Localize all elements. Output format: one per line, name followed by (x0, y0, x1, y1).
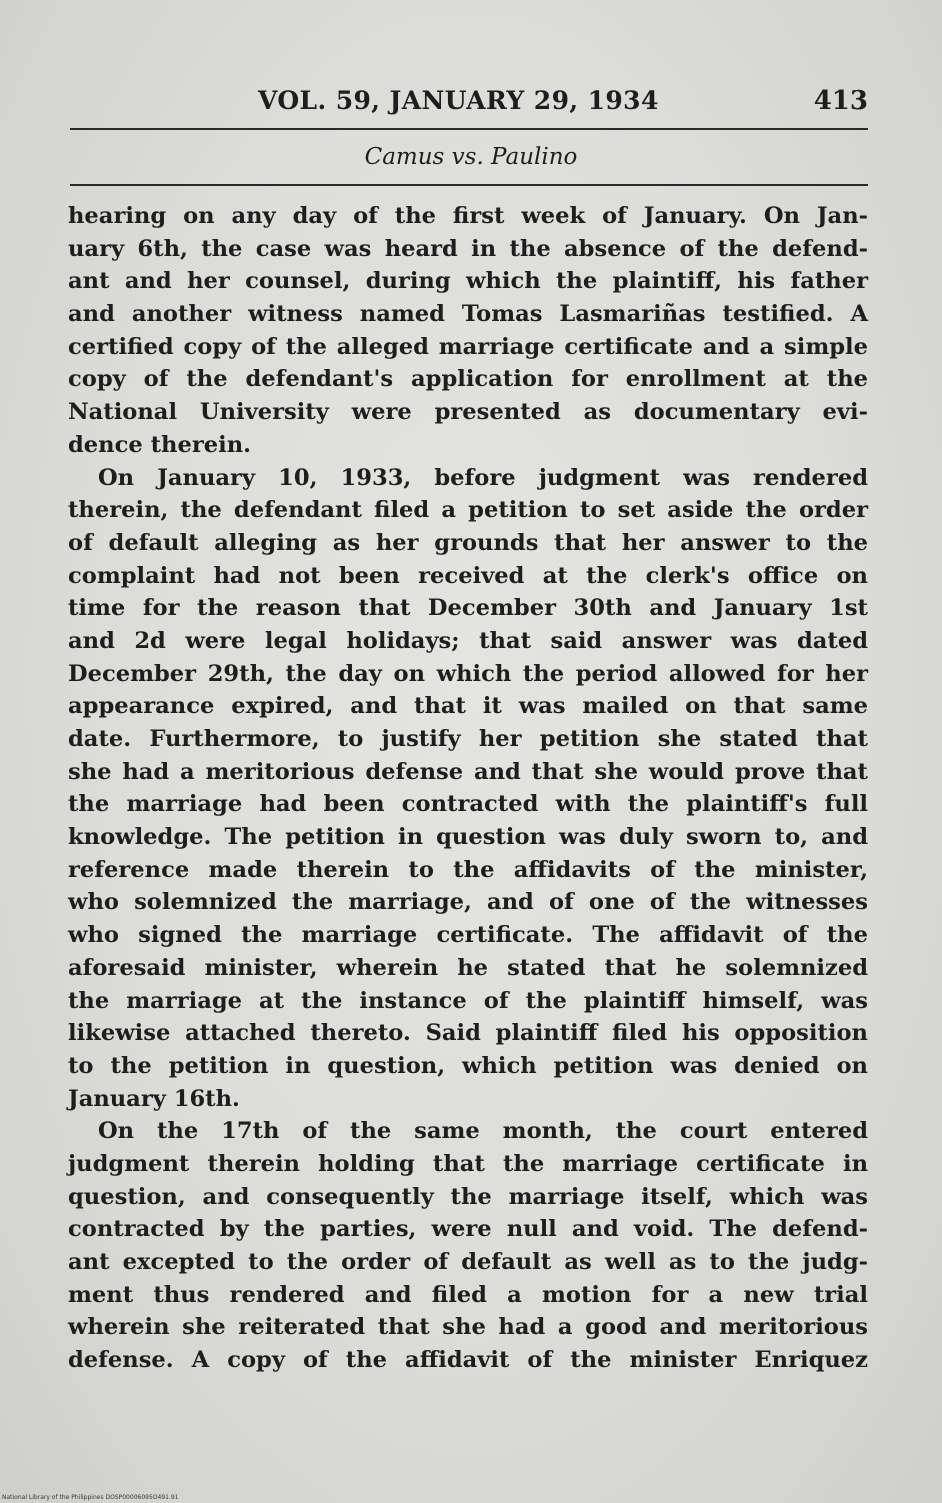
text-line: dence therein. (68, 431, 251, 458)
text-line: ant excepted to the order of default as well as to the judg- (68, 1249, 868, 1275)
text-line: On January 10, 1933, before judgment was rendered (98, 464, 868, 491)
volume-date-header: VOL. 59, JANUARY 29, 1934 (258, 86, 659, 115)
header-rule-bottom (70, 184, 868, 186)
paragraph-3 (68, 1115, 868, 1377)
text-line: she had a meritorious defense and that she would prove that (68, 758, 868, 785)
text-line: complaint had not been received at the clerk's office on (68, 562, 868, 589)
text-line: and another witness named Tomas Lasmariñas testified. A (68, 301, 868, 328)
text-line: certified copy of the alleged marriage certificate and a simple (68, 333, 868, 360)
text-line: who signed the marriage certificate. The affidavit of the (68, 922, 868, 949)
text-line: date. Furthermore, to justify her petition she stated that (68, 726, 868, 752)
text-line: copy of the defendant's application for enrollment at the (68, 366, 868, 393)
text-line: uary 6th, the case was heard in the absence of the defend- (68, 235, 868, 262)
text-line: ant and her counsel, during which the plaintiff, his father (68, 268, 868, 295)
text-line: reference made therein to the affidavits of the minister, (68, 856, 868, 883)
text-line: the marriage at the instance of the plaintiff himself, was (68, 987, 868, 1014)
text-line: question, and consequently the marriage itself, which was (68, 1183, 868, 1210)
header-rule-top (70, 128, 868, 130)
text-line: judgment therein holding that the marriage certificate in (68, 1150, 868, 1177)
text-line: and 2d were legal holidays; that said answer was dated (68, 627, 868, 654)
text-line: appearance expired, and that it was mailed on that same (68, 693, 868, 720)
paragraph-1 (68, 200, 868, 462)
text-line: ment thus rendered and filed a motion for a new trial (68, 1281, 868, 1308)
library-footer: National Library of the Philippines DOSP00006095O491.91 (2, 1494, 179, 1501)
text-line: defense. A copy of the affidavit of the minister Enriquez (68, 1347, 868, 1374)
text-line: therein, the defendant filed a petition to set aside the order (68, 497, 868, 524)
running-head (70, 86, 870, 122)
text-line: On the 17th of the same month, the court entered (98, 1118, 868, 1145)
text-line: to the petition in question, which petition was denied on (68, 1052, 868, 1079)
case-title: Camus vs. Paulino (364, 144, 578, 170)
text-line: contracted by the parties, were null and void. The defend- (68, 1216, 868, 1243)
text-line: January 16th. (68, 1085, 240, 1112)
text-line: of default alleging as her grounds that her answer to the (68, 529, 868, 556)
page-number: 413 (813, 86, 868, 116)
text-line: hearing on any day of the first week of January. On Jan- (68, 203, 868, 229)
text-line: the marriage had been contracted with the plaintiff's full (68, 791, 868, 818)
paragraph-2 (68, 462, 868, 1116)
body-text (68, 200, 868, 1377)
text-line: December 29th, the day on which the period allowed for her (68, 660, 868, 687)
text-line: who solemnized the marriage, and of one of the witnesses (68, 889, 868, 916)
text-line: likewise attached thereto. Said plaintiff filed his opposition (68, 1020, 868, 1047)
text-line: time for the reason that December 30th and January 1st (68, 595, 868, 622)
text-line: wherein she reiterated that she had a good and meritorious (68, 1314, 868, 1341)
text-line: National University were presented as documentary evi- (68, 399, 868, 426)
text-line: aforesaid minister, wherein he stated that he solemnized (68, 954, 868, 981)
text-line: knowledge. The petition in question was duly sworn to, and (68, 824, 868, 851)
